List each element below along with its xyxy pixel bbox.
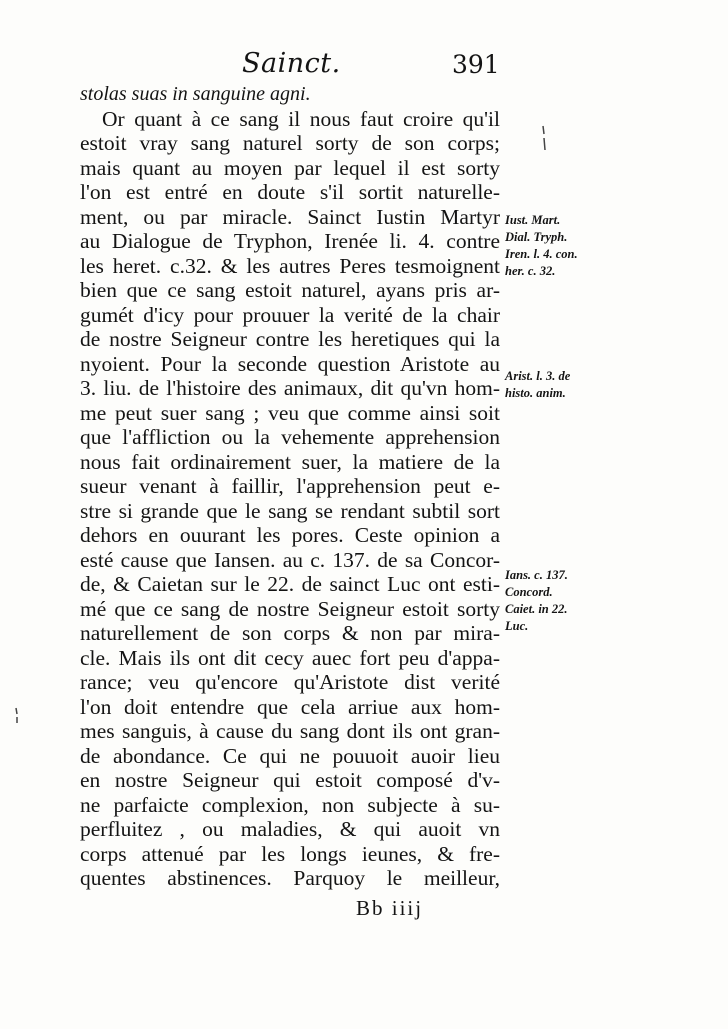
text-line: de, & Caietan sur le 22. de sainct Luc ont esti- — [80, 572, 500, 596]
margin-note-aristotle — [505, 368, 605, 402]
text-line: esté cause que Iansen. au c. 137. de sa Concor- — [80, 547, 500, 572]
text-line: que l'affliction ou la vehemente apprehension — [80, 425, 500, 449]
text-line: naturellement de son corps & non par mira- — [80, 621, 500, 645]
text-line: perfluitez , ou maladies, & qui auoit vn — [80, 817, 500, 841]
body-text — [80, 82, 500, 891]
margin-note-line: Concord. — [505, 585, 553, 599]
text-line: de abondance. Ce qui ne pouuoit auoir lieu — [80, 743, 500, 768]
running-title: Sainct. — [242, 48, 341, 79]
margin-note-line: Iren. l. 4. con. — [505, 247, 578, 261]
text-line: l'on est entré en doute s'il sortit naturelle- — [80, 180, 500, 204]
text-line: l'on doit entendre que cela arriue aux hom- — [80, 694, 500, 719]
margin-note-line: histo. anim. — [505, 386, 566, 400]
text-line: nyoient. Pour la seconde question Aristote au — [80, 351, 500, 376]
text-line: mes sanguis, à cause du sang dont ils ont gran- — [80, 719, 500, 743]
text-line: en nostre Seigneur qui estoit composé d'v- — [80, 768, 500, 792]
text-line: estoit vray sang naturel sorty de son corps; — [80, 131, 500, 155]
text-line: les heret. c.32. & les autres Peres tesmoignent — [80, 253, 500, 278]
text-line: ne parfaicte complexion, non subjecte à su- — [80, 792, 500, 817]
text-line: ment, ou par miracle. Sainct Iustin Martyr — [80, 204, 500, 229]
margin-note-line: Ians. c. 137. — [505, 568, 568, 582]
text-line: quentes abstinences. Parquoy le meilleur, — [80, 866, 500, 890]
margin-note-line: Luc. — [505, 619, 529, 633]
stray-ink-mark — [540, 124, 550, 154]
page-number: 391 — [452, 50, 500, 79]
margin-note-line: Dial. Tryph. — [505, 230, 568, 244]
text-line: nous fait ordinairement suer, la matiere de la — [80, 449, 500, 474]
margin-note-line: Arist. l. 3. de — [505, 369, 571, 383]
text-line: me peut suer sang ; veu que comme ainsi soit — [80, 400, 500, 425]
signature-mark: Bb iiij — [356, 896, 424, 920]
margin-note-justin — [505, 212, 605, 280]
text-line: stolas suas in sanguine agni. — [80, 83, 311, 105]
text-line: Or quant à ce sang il nous faut croire qu'il — [102, 106, 500, 131]
text-line: au Dialogue de Tryphon, Irenée li. 4. contre — [80, 229, 500, 253]
text-line: dehors en ouurant les pores. Ceste opinion a — [80, 523, 500, 547]
margin-note-line: Caiet. in 22. — [505, 602, 568, 616]
text-line: mais quant au moyen par lequel il est sorty — [80, 155, 500, 180]
text-line: corps attenué par les longs ieunes, & fre- — [80, 841, 500, 866]
text-line: cle. Mais ils ont dit cecy auec fort peu d'appa- — [80, 645, 500, 670]
text-line: de nostre Seigneur contre les heretiques qui la — [80, 327, 500, 351]
margin-note-line: her. c. 32. — [505, 264, 556, 278]
margin-note-jansen — [505, 567, 605, 635]
text-line: stre si grande que le sang se rendant subtil sort — [80, 498, 500, 523]
margin-note-line: Iust. Mart. — [505, 213, 561, 227]
text-line: bien que ce sang estoit naturel, ayans pris ar- — [80, 278, 500, 302]
text-line: gumét d'icy pour prouuer la verité de la chair — [80, 302, 500, 327]
text-line: mé que ce sang de nostre Seigneur estoit sorty — [80, 596, 500, 621]
text-line: sueur venant à faillir, l'apprehension peut e- — [80, 474, 500, 498]
text-line: rance; veu qu'encore qu'Aristote dist verité — [80, 670, 500, 694]
stray-ink-mark — [12, 706, 22, 726]
text-line: 3. liu. de l'histoire des animaux, dit qu'vn hom- — [80, 376, 500, 400]
